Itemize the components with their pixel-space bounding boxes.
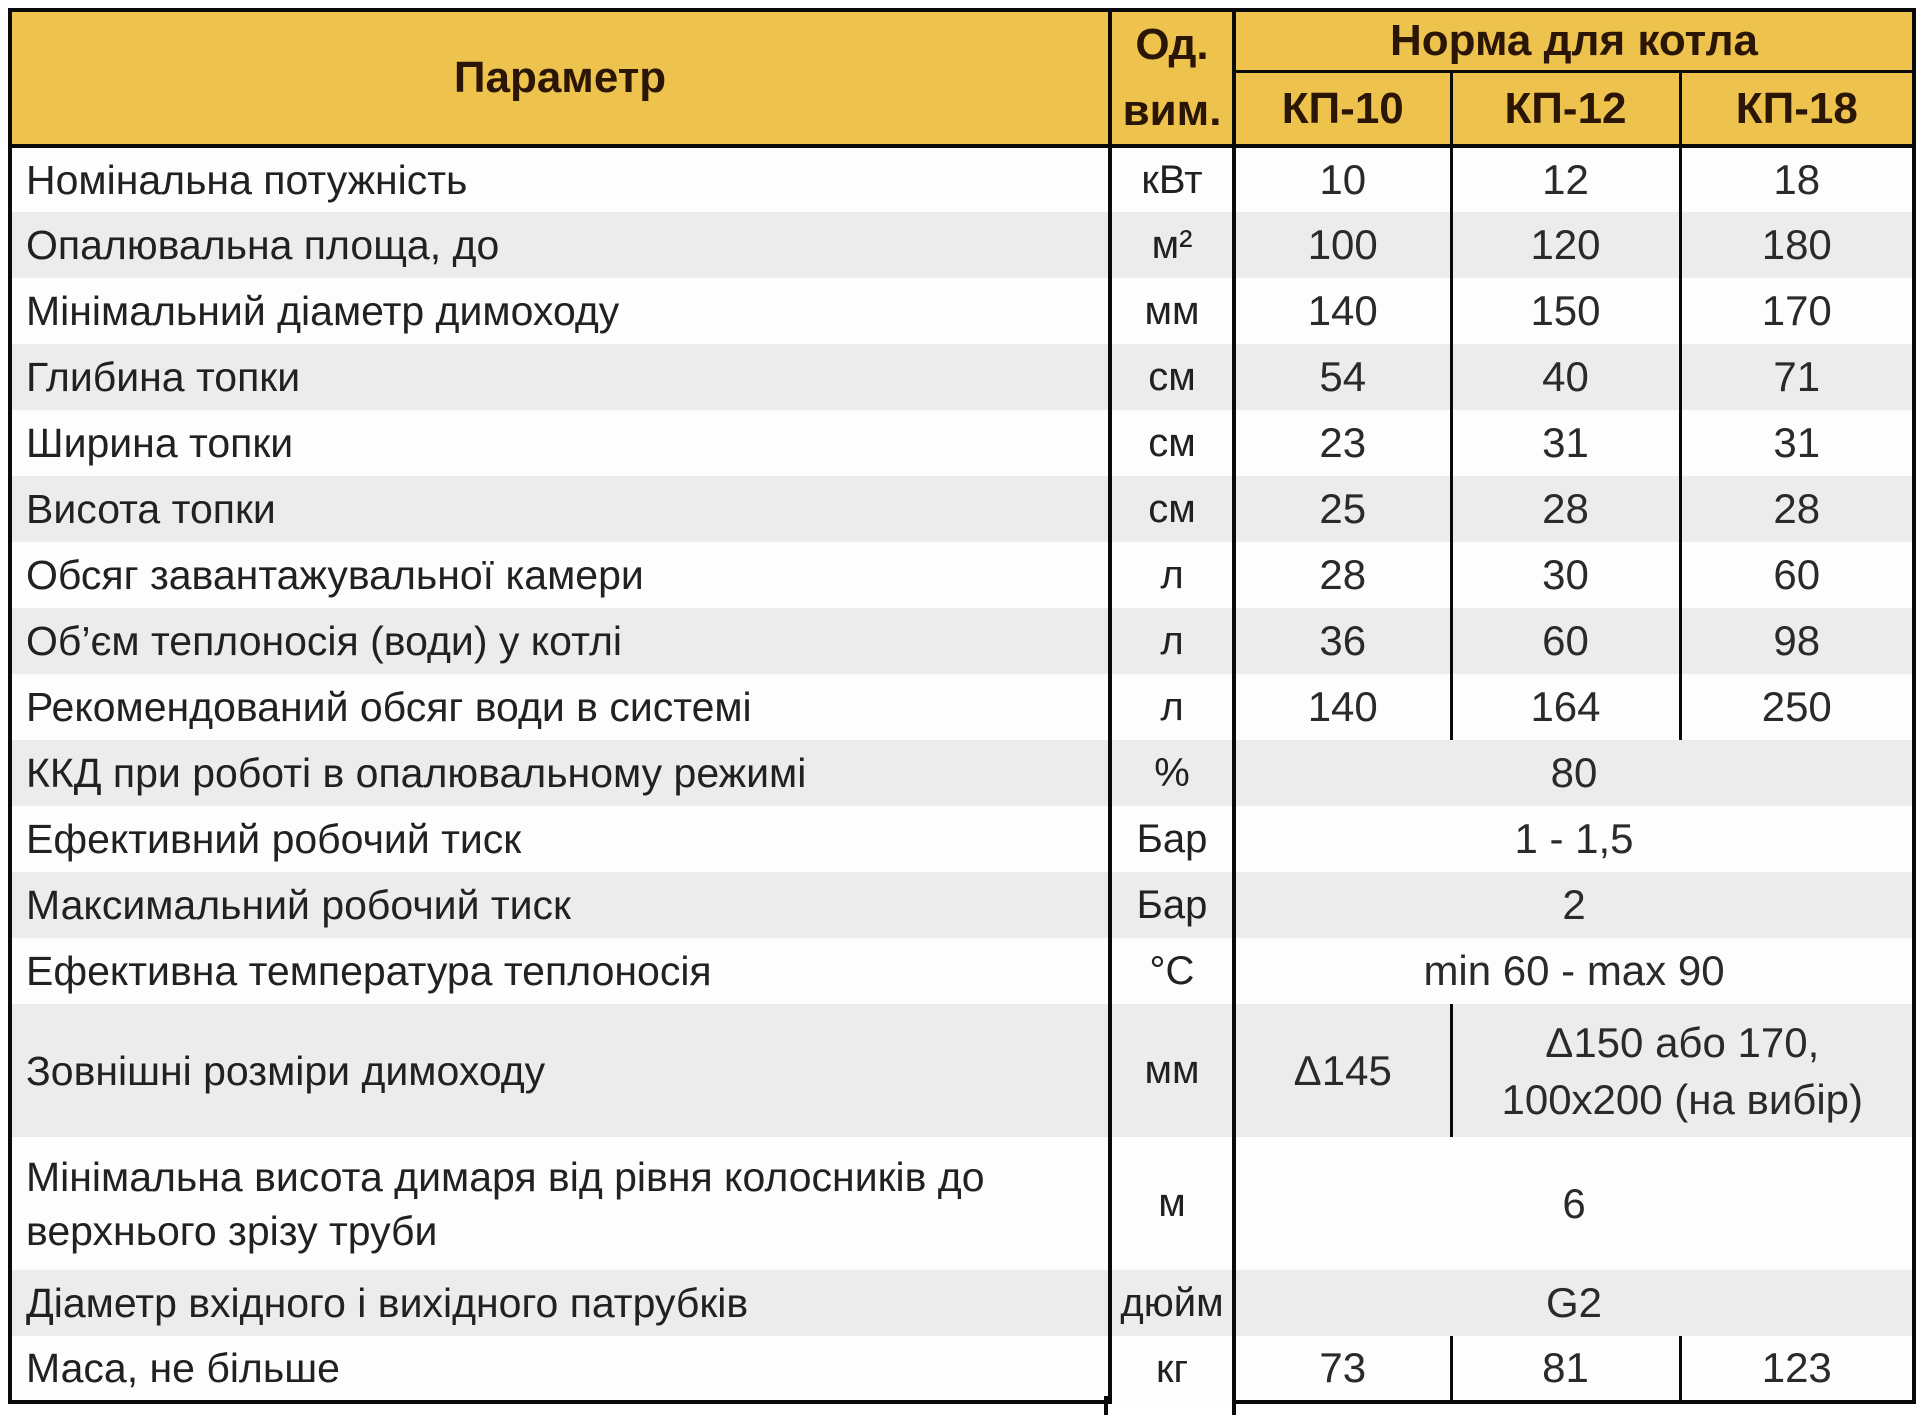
table-row <box>10 476 1914 542</box>
column-header-unit <box>1110 10 1234 146</box>
value-kp18: 180 <box>1761 221 1832 268</box>
value-kp10: 73 <box>1234 1336 1451 1402</box>
table-row <box>10 278 1914 344</box>
param-label: Об’єм теплоносія (води) у котлі <box>10 608 1110 674</box>
table-row <box>10 740 1914 806</box>
value-kp12: 120 <box>1451 212 1680 278</box>
border-stub-right <box>1232 1396 1236 1415</box>
value-kp18: 71 <box>1773 353 1821 400</box>
value-kp18: 123 <box>1680 1336 1914 1402</box>
table-row <box>10 674 1914 740</box>
value-kp18: 250 <box>1761 683 1832 730</box>
table-row <box>10 344 1914 410</box>
value-merged: 1 - 1,5 <box>1514 815 1634 862</box>
param-label: Зовнішні розміри димоходу <box>10 1004 1110 1137</box>
column-header-parameter: Параметр <box>10 10 1110 146</box>
value-kp18: 31 <box>1773 419 1821 466</box>
param-label: Номінальна потужність <box>10 146 1110 212</box>
table-row <box>10 146 1914 212</box>
value-merged-kp12-kp18 <box>1451 1004 1914 1137</box>
value-kp10: 28 <box>1234 542 1451 608</box>
value-kp18: 98 <box>1773 617 1821 664</box>
value-kp12: 31 <box>1451 410 1680 476</box>
table-row <box>10 938 1914 1004</box>
param-label: Опалювальна площа, до <box>10 212 1110 278</box>
unit-cell: кВт <box>1110 146 1234 212</box>
unit-cell: дюйм <box>1110 1270 1234 1336</box>
unit-cell: см <box>1110 410 1234 476</box>
param-label: Ширина топки <box>10 410 1110 476</box>
unit-cell: мм <box>1110 278 1234 344</box>
column-header-norm-group: Норма для котла <box>1234 10 1914 72</box>
value-merged: min 60 - max 90 <box>1423 947 1725 994</box>
value-line1: Δ150 або 170, <box>1545 1018 1820 1066</box>
table-row <box>10 806 1914 872</box>
value-kp10: 140 <box>1234 278 1451 344</box>
value-kp12: 150 <box>1451 278 1680 344</box>
table-row <box>10 1004 1914 1137</box>
value-merged: 6 <box>1562 1179 1586 1227</box>
param-label: Маса, не більше <box>10 1336 1110 1402</box>
value-merged: G2 <box>1545 1279 1603 1326</box>
unit-header-line1: Од. <box>1135 20 1209 69</box>
param-label: Висота топки <box>10 476 1110 542</box>
value-kp12: 40 <box>1451 344 1680 410</box>
unit-cell: см <box>1110 344 1234 410</box>
param-label: Ефективна температура теплоносія <box>10 938 1110 1004</box>
value-kp10: 36 <box>1234 608 1451 674</box>
unit-cell: л <box>1110 608 1234 674</box>
value-kp18: 170 <box>1761 287 1832 334</box>
table-row <box>10 410 1914 476</box>
value-kp10: Δ145 <box>1234 1004 1451 1137</box>
param-label: Діаметр вхідного і вихідного патрубків <box>10 1270 1110 1336</box>
value-kp10: 25 <box>1234 476 1451 542</box>
table-row <box>10 1137 1914 1270</box>
unit-cell: °C <box>1110 938 1234 1004</box>
column-header-kp-12: КП-12 <box>1451 72 1680 146</box>
table-row <box>10 1270 1914 1336</box>
unit-cell: мм <box>1110 1004 1234 1137</box>
unit-cell: Бар <box>1110 872 1234 938</box>
unit-header-line2: вим. <box>1122 86 1222 135</box>
param-label: Максимальний робочий тиск <box>10 872 1110 938</box>
unit-cell: м² <box>1110 212 1234 278</box>
table-row <box>10 608 1914 674</box>
unit-cell: л <box>1110 542 1234 608</box>
value-line2: 100x200 (на вибір) <box>1501 1075 1864 1123</box>
value-kp10: 100 <box>1234 212 1451 278</box>
param-label: Мінімальна висота димаря від рівня колосників до верхнього зрізу труби <box>10 1137 1110 1270</box>
value-kp12: 164 <box>1451 674 1680 740</box>
value-kp12: 28 <box>1451 476 1680 542</box>
table-row <box>10 542 1914 608</box>
table-row <box>10 212 1914 278</box>
value-kp18: 60 <box>1773 551 1821 598</box>
unit-cell: см <box>1110 476 1234 542</box>
unit-cell: кг <box>1110 1336 1234 1402</box>
value-kp18: 28 <box>1773 485 1821 532</box>
unit-cell: м <box>1110 1137 1234 1270</box>
unit-cell: л <box>1110 674 1234 740</box>
specs-table-container <box>8 8 1912 1404</box>
unit-cell: Бар <box>1110 806 1234 872</box>
specs-table <box>8 8 1916 1404</box>
value-merged: 80 <box>1550 749 1598 796</box>
value-kp10: 140 <box>1234 674 1451 740</box>
value-merged: 2 <box>1562 881 1586 928</box>
table-row <box>10 872 1914 938</box>
value-kp12: 12 <box>1451 146 1680 212</box>
value-kp10: 10 <box>1234 146 1451 212</box>
header-row-top <box>10 10 1914 72</box>
param-label: Обсяг завантажувальної камери <box>10 542 1110 608</box>
param-label: Мінімальний діаметр димоходу <box>10 278 1110 344</box>
table-row <box>10 1336 1914 1402</box>
column-header-kp-10: КП-10 <box>1234 72 1451 146</box>
param-label: Глибина топки <box>10 344 1110 410</box>
value-kp10: 54 <box>1234 344 1451 410</box>
value-kp12: 60 <box>1451 608 1680 674</box>
value-kp12: 81 <box>1451 1336 1680 1402</box>
column-header-kp-18: КП-18 <box>1680 72 1914 146</box>
value-kp10: 23 <box>1234 410 1451 476</box>
param-label: Рекомендований обсяг води в системі <box>10 674 1110 740</box>
param-label: ККД при роботі в опалювальному режимі <box>10 740 1110 806</box>
unit-cell: % <box>1110 740 1234 806</box>
value-kp12: 30 <box>1451 542 1680 608</box>
param-label: Ефективний робочий тиск <box>10 806 1110 872</box>
value-kp18: 18 <box>1773 156 1821 203</box>
border-stub-left <box>1104 1396 1108 1415</box>
